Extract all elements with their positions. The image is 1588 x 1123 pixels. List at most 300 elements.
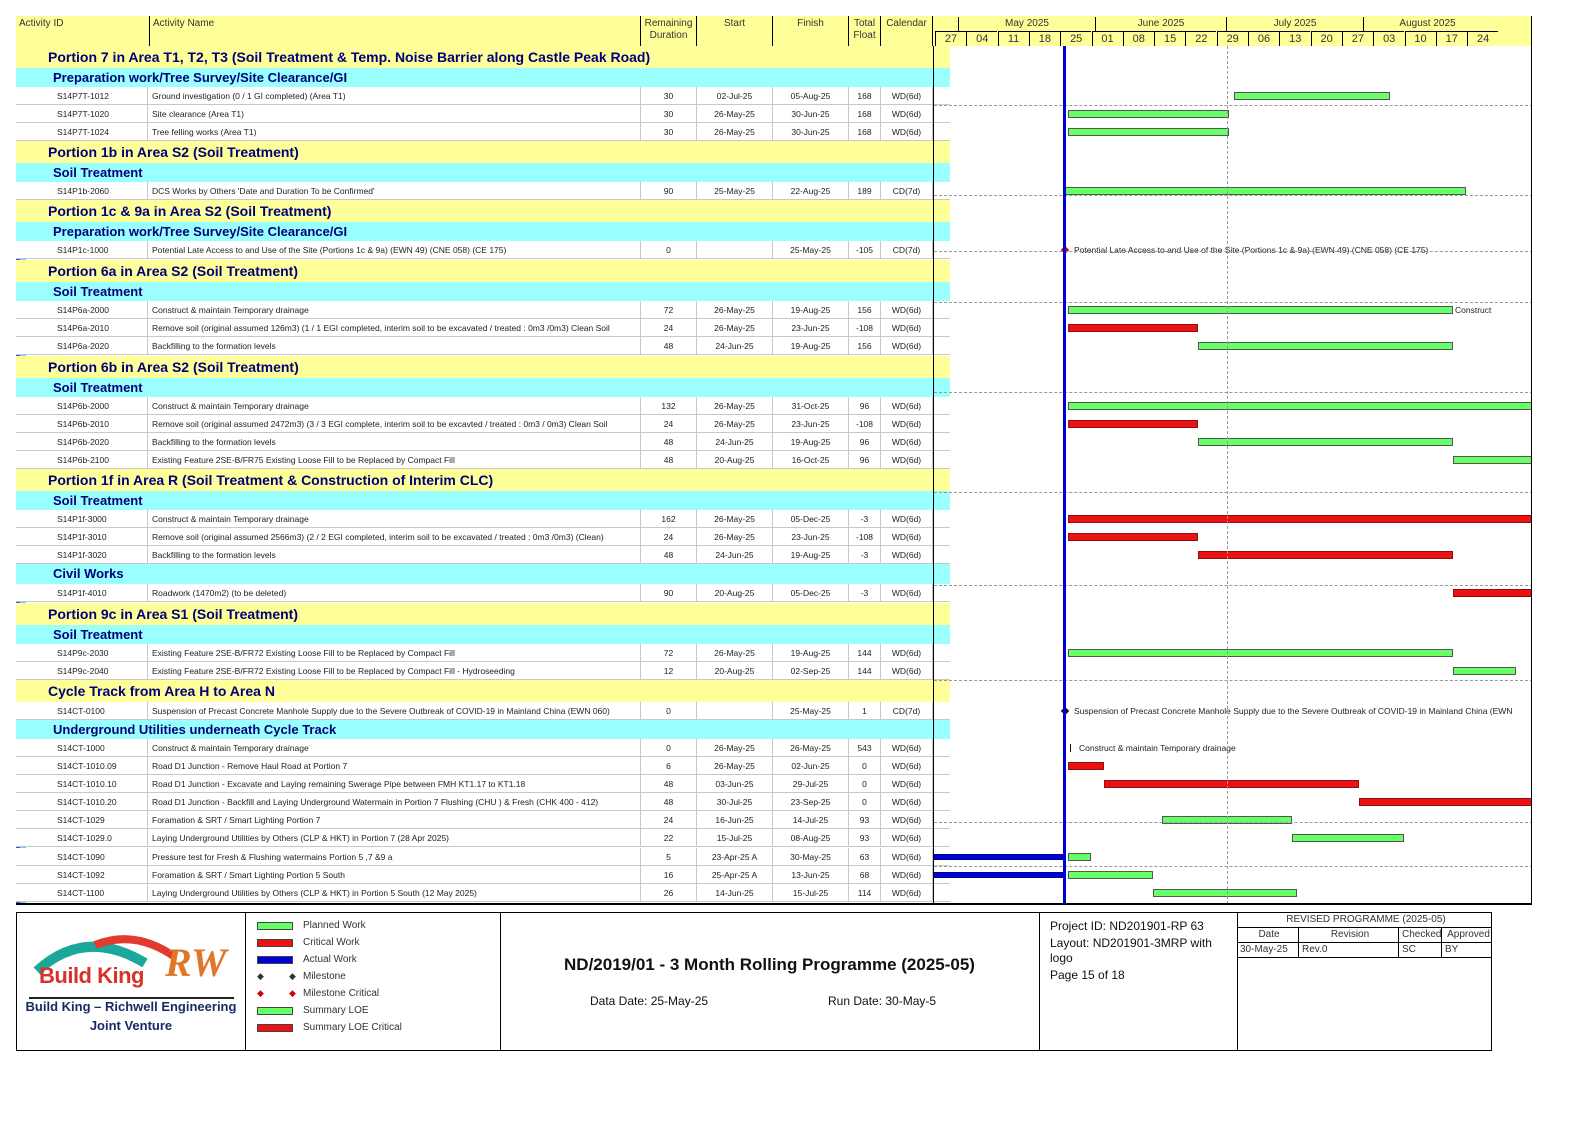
total-float: 96 bbox=[849, 451, 881, 469]
remaining-duration: 48 bbox=[641, 451, 697, 469]
total-float: -105 bbox=[849, 241, 881, 259]
finish-date: 29-Jul-25 bbox=[773, 775, 849, 793]
calendar: WD(6d) bbox=[881, 662, 933, 680]
total-float: 1 bbox=[849, 702, 881, 720]
wbs-band-title: Portion 9c in Area S1 (Soil Treatment) bbox=[48, 606, 298, 622]
remaining-duration: 22 bbox=[641, 829, 697, 847]
wbs-band-portion bbox=[16, 469, 950, 491]
activity-row[interactable] bbox=[16, 775, 950, 793]
total-float: 144 bbox=[849, 662, 881, 680]
remaining-duration: 162 bbox=[641, 510, 697, 528]
remaining-duration: 16 bbox=[641, 866, 697, 884]
activity-row[interactable] bbox=[16, 884, 950, 902]
activity-row[interactable] bbox=[16, 811, 950, 829]
layout-name: Layout: ND201901-3MRP with logo bbox=[1050, 936, 1212, 965]
gantt-bar-planned[interactable] bbox=[1068, 649, 1453, 657]
activity-id: S14P6a-2000 bbox=[41, 301, 148, 319]
gantt-bar-critical[interactable] bbox=[1068, 324, 1198, 332]
activity-row[interactable] bbox=[16, 451, 950, 469]
calendar: WD(6d) bbox=[881, 301, 933, 319]
activity-row[interactable] bbox=[16, 510, 950, 528]
finish-date: 30-Jun-25 bbox=[773, 123, 849, 141]
gantt-bar-critical[interactable] bbox=[1068, 420, 1198, 428]
finish-date: 05-Dec-25 bbox=[773, 584, 849, 602]
gantt-bar-planned[interactable] bbox=[1153, 889, 1296, 897]
total-float: -3 bbox=[849, 510, 881, 528]
wbs-band-portion bbox=[16, 46, 950, 68]
wbs-band-subsection bbox=[16, 222, 950, 241]
footer-divider bbox=[1039, 913, 1040, 1050]
activity-name: Ground investigation (0 / 1 GI completed) (Area T1) bbox=[148, 87, 641, 105]
activity-name: Construct & maintain Temporary drainage bbox=[148, 510, 641, 528]
total-float: 189 bbox=[849, 182, 881, 200]
remaining-duration: 90 bbox=[641, 584, 697, 602]
total-float: 96 bbox=[849, 397, 881, 415]
start-date: 26-May-25 bbox=[697, 301, 773, 319]
calendar: WD(6d) bbox=[881, 866, 933, 884]
start-date bbox=[697, 702, 773, 720]
wbs-band-title: Portion 7 in Area T1, T2, T3 (Soil Treatment & Temp. Noise Barrier along Castle Peak Road) bbox=[48, 49, 651, 65]
activity-id: S14P9c-2040 bbox=[41, 662, 148, 680]
page-number: Page 15 of 18 bbox=[1050, 968, 1125, 982]
legend-label: Critical Work bbox=[303, 937, 360, 948]
start-date: 25-May-25 bbox=[697, 182, 773, 200]
activity-id: S14P9c-2030 bbox=[41, 644, 148, 662]
legend-label: Planned Work bbox=[303, 920, 366, 931]
activity-name: Tree felling works (Area T1) bbox=[148, 123, 641, 141]
calendar: WD(6d) bbox=[881, 884, 933, 902]
timeline-week: 22 bbox=[1185, 31, 1216, 46]
activity-row[interactable] bbox=[16, 757, 950, 775]
calendar: WD(6d) bbox=[881, 829, 933, 847]
remaining-duration: 72 bbox=[641, 301, 697, 319]
total-float: 168 bbox=[849, 105, 881, 123]
wbs-band-subsection bbox=[16, 491, 950, 510]
timeline-week: 08 bbox=[1123, 31, 1154, 46]
wbs-band-title: Portion 6b in Area S2 (Soil Treatment) bbox=[48, 359, 299, 375]
gantt-bar-critical[interactable] bbox=[1068, 533, 1198, 541]
activity-row[interactable] bbox=[16, 644, 950, 662]
start-date: 14-Jun-25 bbox=[697, 884, 773, 902]
gantt-bar-critical[interactable] bbox=[1453, 589, 1532, 597]
gantt-chart-area bbox=[933, 46, 1532, 904]
gantt-bar-critical[interactable] bbox=[1359, 798, 1532, 806]
total-float: 168 bbox=[849, 87, 881, 105]
activity-row[interactable] bbox=[16, 337, 950, 355]
gantt-bar-planned[interactable] bbox=[1068, 110, 1229, 118]
gantt-bar-planned[interactable] bbox=[1198, 342, 1453, 350]
activity-name: Remove soil (original assumed 126m3) (1 / 1 EGI completed, interim soil to be excavated / treated : 0m3 /0m3) Clean Soil bbox=[148, 319, 641, 337]
total-float: 114 bbox=[849, 884, 881, 902]
gantt-bar-planned[interactable] bbox=[1453, 667, 1516, 675]
footer-block bbox=[16, 912, 1492, 1051]
timeline-week: 27 bbox=[935, 31, 966, 46]
remaining-duration: 72 bbox=[641, 644, 697, 662]
gantt-group-separator bbox=[934, 866, 1532, 867]
activity-row[interactable] bbox=[16, 241, 950, 259]
timeline-week: 17 bbox=[1436, 31, 1467, 46]
wbs-band-subsection bbox=[16, 68, 950, 87]
wbs-band-title: Civil Works bbox=[53, 566, 124, 581]
legend-swatch-summary-loe bbox=[257, 1007, 293, 1015]
revision-number: Rev.0 bbox=[1299, 943, 1399, 958]
header-activity-id: Activity ID bbox=[16, 16, 150, 46]
remaining-duration: 24 bbox=[641, 811, 697, 829]
total-float: -108 bbox=[849, 528, 881, 546]
legend-label: Summary LOE Critical bbox=[303, 1022, 402, 1033]
revision-date: 30-May-25 bbox=[1237, 943, 1299, 958]
wbs-band-portion bbox=[16, 356, 950, 378]
activity-row[interactable] bbox=[16, 105, 950, 123]
header-remaining-duration: Remaining Duration bbox=[641, 16, 697, 46]
gantt-group-separator bbox=[934, 392, 1532, 393]
total-float: -108 bbox=[849, 319, 881, 337]
gantt-group-separator bbox=[934, 251, 1532, 252]
finish-date: 19-Aug-25 bbox=[773, 301, 849, 319]
wbs-band-subsection bbox=[16, 564, 950, 584]
gantt-group-separator bbox=[934, 585, 1532, 586]
finish-date: 30-Jun-25 bbox=[773, 105, 849, 123]
project-id: Project ID: ND201901-RP 63 bbox=[1050, 919, 1204, 933]
revision-col-checked: Checked bbox=[1399, 928, 1442, 943]
gantt-bar-planned[interactable] bbox=[1068, 306, 1453, 314]
start-date: 24-Jun-25 bbox=[697, 433, 773, 451]
total-float: 156 bbox=[849, 337, 881, 355]
logo-rw: RW bbox=[165, 940, 227, 985]
remaining-duration: 90 bbox=[641, 182, 697, 200]
wbs-band-title: Soil Treatment bbox=[53, 493, 143, 508]
activity-name: Laying Underground Utilities by Others (CLP & HKT) in Portion 5 South (12 May 2025) bbox=[148, 884, 641, 902]
activity-row[interactable] bbox=[16, 793, 950, 811]
activity-row[interactable] bbox=[16, 662, 950, 680]
timeline-month: August 2025 bbox=[1363, 17, 1491, 31]
calendar: WD(6d) bbox=[881, 433, 933, 451]
total-float: 93 bbox=[849, 811, 881, 829]
total-float: -3 bbox=[849, 584, 881, 602]
finish-date: 14-Jul-25 bbox=[773, 811, 849, 829]
start-date: 24-Jun-25 bbox=[697, 337, 773, 355]
start-date: 26-May-25 bbox=[697, 319, 773, 337]
legend-label: Summary LOE bbox=[303, 1005, 369, 1016]
remaining-duration: 48 bbox=[641, 775, 697, 793]
activity-id: S14P1c-1000 bbox=[41, 241, 148, 259]
finish-date: 19-Aug-25 bbox=[773, 546, 849, 564]
activity-name: Construct & maintain Temporary drainage bbox=[148, 397, 641, 415]
activity-row[interactable] bbox=[16, 866, 950, 884]
calendar: WD(6d) bbox=[881, 644, 933, 662]
wbs-band-title: Soil Treatment bbox=[53, 284, 143, 299]
finish-date: 23-Sep-25 bbox=[773, 793, 849, 811]
timeline-month: June 2025 bbox=[1095, 17, 1226, 31]
revision-col-revision: Revision bbox=[1299, 928, 1399, 943]
total-float: 96 bbox=[849, 433, 881, 451]
activity-id: S14CT-1090 bbox=[41, 848, 148, 866]
legend-label: Milestone Critical bbox=[303, 988, 380, 999]
start-date: 03-Jun-25 bbox=[697, 775, 773, 793]
remaining-duration: 48 bbox=[641, 433, 697, 451]
activity-name: Site clearance (Area T1) bbox=[148, 105, 641, 123]
header-total-float: Total Float bbox=[849, 16, 881, 46]
total-float: 0 bbox=[849, 757, 881, 775]
start-date: 30-Jul-25 bbox=[697, 793, 773, 811]
finish-date: 23-Jun-25 bbox=[773, 415, 849, 433]
activity-id: S14P1f-3020 bbox=[41, 546, 148, 564]
revision-heading: REVISED PROGRAMME (2025-05) bbox=[1237, 913, 1492, 928]
wbs-band-title: Portion 1b in Area S2 (Soil Treatment) bbox=[48, 144, 299, 160]
wbs-band-subsection bbox=[16, 163, 950, 182]
start-date: 26-May-25 bbox=[697, 105, 773, 123]
gantt-bar-actual[interactable] bbox=[934, 854, 1064, 860]
milestone-marker[interactable] bbox=[1070, 744, 1071, 752]
company-logo bbox=[25, 929, 237, 1001]
finish-date: 25-May-25 bbox=[773, 241, 849, 259]
timeline-week: 01 bbox=[1092, 31, 1123, 46]
calendar: WD(6d) bbox=[881, 105, 933, 123]
start-date: 26-May-25 bbox=[697, 397, 773, 415]
remaining-duration: 26 bbox=[641, 884, 697, 902]
timeline-week: 06 bbox=[1248, 31, 1279, 46]
activity-row[interactable] bbox=[16, 319, 950, 337]
calendar: WD(6d) bbox=[881, 528, 933, 546]
finish-date: 19-Aug-25 bbox=[773, 644, 849, 662]
start-date: 26-May-25 bbox=[697, 510, 773, 528]
activity-name: Road D1 Junction - Backfill and Laying Underground Watermain in Portion 7 Flushing (CHU ) & Fresh (CHK 400 - 412) bbox=[148, 793, 641, 811]
activity-row[interactable] bbox=[16, 546, 950, 564]
remaining-duration: 24 bbox=[641, 528, 697, 546]
activity-row[interactable] bbox=[16, 829, 950, 847]
gantt-bar-planned[interactable] bbox=[1068, 871, 1153, 879]
wbs-band-portion bbox=[16, 680, 950, 702]
company-name-line2: Joint Venture bbox=[89, 1018, 173, 1033]
activity-row[interactable] bbox=[16, 584, 950, 602]
finish-date: 23-Jun-25 bbox=[773, 319, 849, 337]
gantt-bar-label: Construct bbox=[1455, 305, 1492, 315]
finish-date: 26-May-25 bbox=[773, 739, 849, 757]
wbs-band-subsection bbox=[16, 282, 950, 301]
remaining-duration: 30 bbox=[641, 87, 697, 105]
remaining-duration: 0 bbox=[641, 241, 697, 259]
activity-row[interactable] bbox=[16, 433, 950, 451]
footer-divider bbox=[500, 913, 501, 1050]
remaining-duration: 48 bbox=[641, 546, 697, 564]
activity-row[interactable] bbox=[16, 123, 950, 141]
start-date: 20-Aug-25 bbox=[697, 662, 773, 680]
total-float: 168 bbox=[849, 123, 881, 141]
gantt-bar-planned[interactable] bbox=[1068, 853, 1090, 861]
wbs-band-portion bbox=[16, 200, 950, 222]
start-date: 15-Jul-25 bbox=[697, 829, 773, 847]
calendar: WD(6d) bbox=[881, 584, 933, 602]
start-date: 02-Jul-25 bbox=[697, 87, 773, 105]
gantt-bar-critical[interactable] bbox=[1198, 551, 1453, 559]
company-name-line1: Build King – Richwell Engineering bbox=[25, 999, 237, 1014]
wbs-band-title: Soil Treatment bbox=[53, 165, 143, 180]
milestone-critical-diamond-icon: ◆ bbox=[257, 988, 264, 998]
activity-id: S14CT-1029 bbox=[41, 811, 148, 829]
remaining-duration: 6 bbox=[641, 757, 697, 775]
activity-name: Backfilling to the formation levels bbox=[148, 337, 641, 355]
activity-id: S14CT-1010.20 bbox=[41, 793, 148, 811]
remaining-duration: 12 bbox=[641, 662, 697, 680]
wbs-band-portion bbox=[16, 603, 950, 625]
activity-name: Existing Feature 2SE-B/FR72 Existing Loose Fill to be Replaced by Compact Fill - Hydroseeding bbox=[148, 662, 641, 680]
wbs-band-portion bbox=[16, 141, 950, 163]
activity-name: Backfilling to the formation levels bbox=[148, 433, 641, 451]
calendar: WD(6d) bbox=[881, 319, 933, 337]
timeline-week: 04 bbox=[966, 31, 997, 46]
gantt-bar-label: Suspension of Precast Concrete Manhole Supply due to the Severe Outbreak of COVID-19 in Mainland China (EWN bbox=[1074, 706, 1513, 716]
finish-date: 02-Jun-25 bbox=[773, 757, 849, 775]
header-start: Start bbox=[697, 16, 773, 46]
activity-id: S14P6a-2020 bbox=[41, 337, 148, 355]
gantt-bar-planned[interactable] bbox=[1068, 128, 1229, 136]
gantt-bar-planned[interactable] bbox=[1292, 834, 1404, 842]
activity-row[interactable] bbox=[16, 415, 950, 433]
finish-date: 16-Oct-25 bbox=[773, 451, 849, 469]
activity-id: S14P1f-4010 bbox=[41, 584, 148, 602]
table-bottom-border bbox=[16, 903, 1532, 905]
start-date: 26-May-25 bbox=[697, 644, 773, 662]
calendar: WD(6d) bbox=[881, 123, 933, 141]
timeline-month: July 2025 bbox=[1226, 17, 1363, 31]
activity-row[interactable] bbox=[16, 182, 950, 200]
remaining-duration: 132 bbox=[641, 397, 697, 415]
calendar: WD(6d) bbox=[881, 811, 933, 829]
start-date bbox=[697, 241, 773, 259]
total-float: 63 bbox=[849, 848, 881, 866]
finish-date: 31-Oct-25 bbox=[773, 397, 849, 415]
legend-swatch-summary-loe-critical bbox=[257, 1024, 293, 1032]
gantt-bar-planned[interactable] bbox=[1453, 456, 1532, 464]
activity-name: Road D1 Junction - Remove Haul Road at Portion 7 bbox=[148, 757, 641, 775]
calendar: WD(6d) bbox=[881, 510, 933, 528]
calendar: WD(6d) bbox=[881, 848, 933, 866]
activity-row[interactable] bbox=[16, 87, 950, 105]
wbs-band-title: Portion 1c & 9a in Area S2 (Soil Treatment) bbox=[48, 203, 332, 219]
finish-date: 30-May-25 bbox=[773, 848, 849, 866]
header-calendar: Calendar bbox=[881, 16, 933, 46]
data-date-line bbox=[1063, 46, 1066, 904]
gantt-bar-planned[interactable] bbox=[1234, 92, 1391, 100]
remaining-duration: 30 bbox=[641, 123, 697, 141]
month-divider-line bbox=[1227, 46, 1228, 904]
activity-row[interactable] bbox=[16, 739, 950, 757]
legend-swatch-actual bbox=[257, 956, 293, 964]
finish-date: 19-Aug-25 bbox=[773, 433, 849, 451]
total-float: -108 bbox=[849, 415, 881, 433]
legend-swatch-planned bbox=[257, 922, 293, 930]
activity-id: S14CT-1029.0 bbox=[41, 829, 148, 847]
finish-date: 05-Dec-25 bbox=[773, 510, 849, 528]
activity-row[interactable] bbox=[16, 528, 950, 546]
calendar: WD(6d) bbox=[881, 793, 933, 811]
header-finish: Finish bbox=[773, 16, 849, 46]
legend-label: Milestone bbox=[303, 971, 346, 982]
remaining-duration: 0 bbox=[641, 702, 697, 720]
start-date: 26-May-25 bbox=[697, 123, 773, 141]
legend-swatch-critical bbox=[257, 939, 293, 947]
activity-row[interactable] bbox=[16, 848, 950, 866]
calendar: WD(6d) bbox=[881, 757, 933, 775]
run-date: Run Date: 30-May-5 bbox=[828, 994, 937, 1008]
start-date: 25-Apr-25 A bbox=[697, 866, 773, 884]
activity-id: S14CT-1000 bbox=[41, 739, 148, 757]
revision-checked: SC bbox=[1399, 943, 1442, 958]
activity-id: S14P6b-2000 bbox=[41, 397, 148, 415]
timeline-week: 11 bbox=[998, 31, 1029, 46]
gantt-bar-planned[interactable] bbox=[1198, 438, 1453, 446]
activity-name: Remove soil (original assumed 2472m3) (3 / 3 EGI complete, interim soil to be excavted / treated : 0m3 / 0m3) Clean Soil bbox=[148, 415, 641, 433]
revision-approved: BY bbox=[1442, 943, 1492, 958]
timeline-week: 29 bbox=[1217, 31, 1248, 46]
calendar: CD(7d) bbox=[881, 182, 933, 200]
timeline-month: May 2025 bbox=[958, 17, 1095, 31]
remaining-duration: 30 bbox=[641, 105, 697, 123]
calendar: WD(6d) bbox=[881, 415, 933, 433]
calendar: WD(6d) bbox=[881, 451, 933, 469]
total-float: 543 bbox=[849, 739, 881, 757]
activity-id: S14P6b-2010 bbox=[41, 415, 148, 433]
activity-name: Foramation & SRT / Smart Lighting Portion 7 bbox=[148, 811, 641, 829]
finish-date: 05-Aug-25 bbox=[773, 87, 849, 105]
activity-name: Backfilling to the formation levels bbox=[148, 546, 641, 564]
activity-row[interactable] bbox=[16, 301, 950, 319]
wbs-band-subsection bbox=[16, 625, 950, 644]
finish-date: 19-Aug-25 bbox=[773, 337, 849, 355]
finish-date: 25-May-25 bbox=[773, 702, 849, 720]
total-float: 156 bbox=[849, 301, 881, 319]
activity-row[interactable] bbox=[16, 397, 950, 415]
gantt-bar-actual[interactable] bbox=[934, 872, 1064, 878]
activity-id: S14P1f-3000 bbox=[41, 510, 148, 528]
gantt-bar-critical[interactable] bbox=[1104, 780, 1359, 788]
activity-id: S14CT-1092 bbox=[41, 866, 148, 884]
total-float: 144 bbox=[849, 644, 881, 662]
activity-id: S14CT-0100 bbox=[41, 702, 148, 720]
start-date: 26-May-25 bbox=[697, 739, 773, 757]
timeline-week: 13 bbox=[1279, 31, 1310, 46]
total-float: 0 bbox=[849, 775, 881, 793]
timeline-week: 20 bbox=[1311, 31, 1342, 46]
activity-id: S14P6b-2100 bbox=[41, 451, 148, 469]
timeline-week: 27 bbox=[1342, 31, 1373, 46]
finish-date: 13-Jun-25 bbox=[773, 866, 849, 884]
activity-id: S14CT-1010.09 bbox=[41, 757, 148, 775]
calendar: WD(6d) bbox=[881, 87, 933, 105]
activity-name: Existing Feature 2SE-B/FR72 Existing Loose Fill to be Replaced by Compact Fill bbox=[148, 644, 641, 662]
total-float: -3 bbox=[849, 546, 881, 564]
calendar: WD(6d) bbox=[881, 337, 933, 355]
start-date: 16-Jun-25 bbox=[697, 811, 773, 829]
activity-name: Laying Underground Utilities by Others (CLP & HKT) in Portion 7 (28 Apr 2025) bbox=[148, 829, 641, 847]
gantt-bar-planned[interactable] bbox=[1064, 187, 1466, 195]
finish-date: 02-Sep-25 bbox=[773, 662, 849, 680]
activity-id: S14CT-1010.10 bbox=[41, 775, 148, 793]
wbs-band-portion bbox=[16, 260, 950, 282]
activity-id: S14P6b-2020 bbox=[41, 433, 148, 451]
gantt-group-separator bbox=[934, 195, 1532, 196]
activity-id: S14CT-1100 bbox=[41, 884, 148, 902]
start-date: 20-Aug-25 bbox=[697, 584, 773, 602]
total-float: 68 bbox=[849, 866, 881, 884]
activity-id: S14P7T-1024 bbox=[41, 123, 148, 141]
gantt-bar-critical[interactable] bbox=[1068, 762, 1104, 770]
gantt-bar-planned[interactable] bbox=[1068, 402, 1532, 410]
activity-row[interactable] bbox=[16, 702, 950, 720]
gantt-bar-critical[interactable] bbox=[1068, 515, 1532, 523]
start-date: 23-Apr-25 A bbox=[697, 848, 773, 866]
timeline-week: 10 bbox=[1405, 31, 1436, 46]
